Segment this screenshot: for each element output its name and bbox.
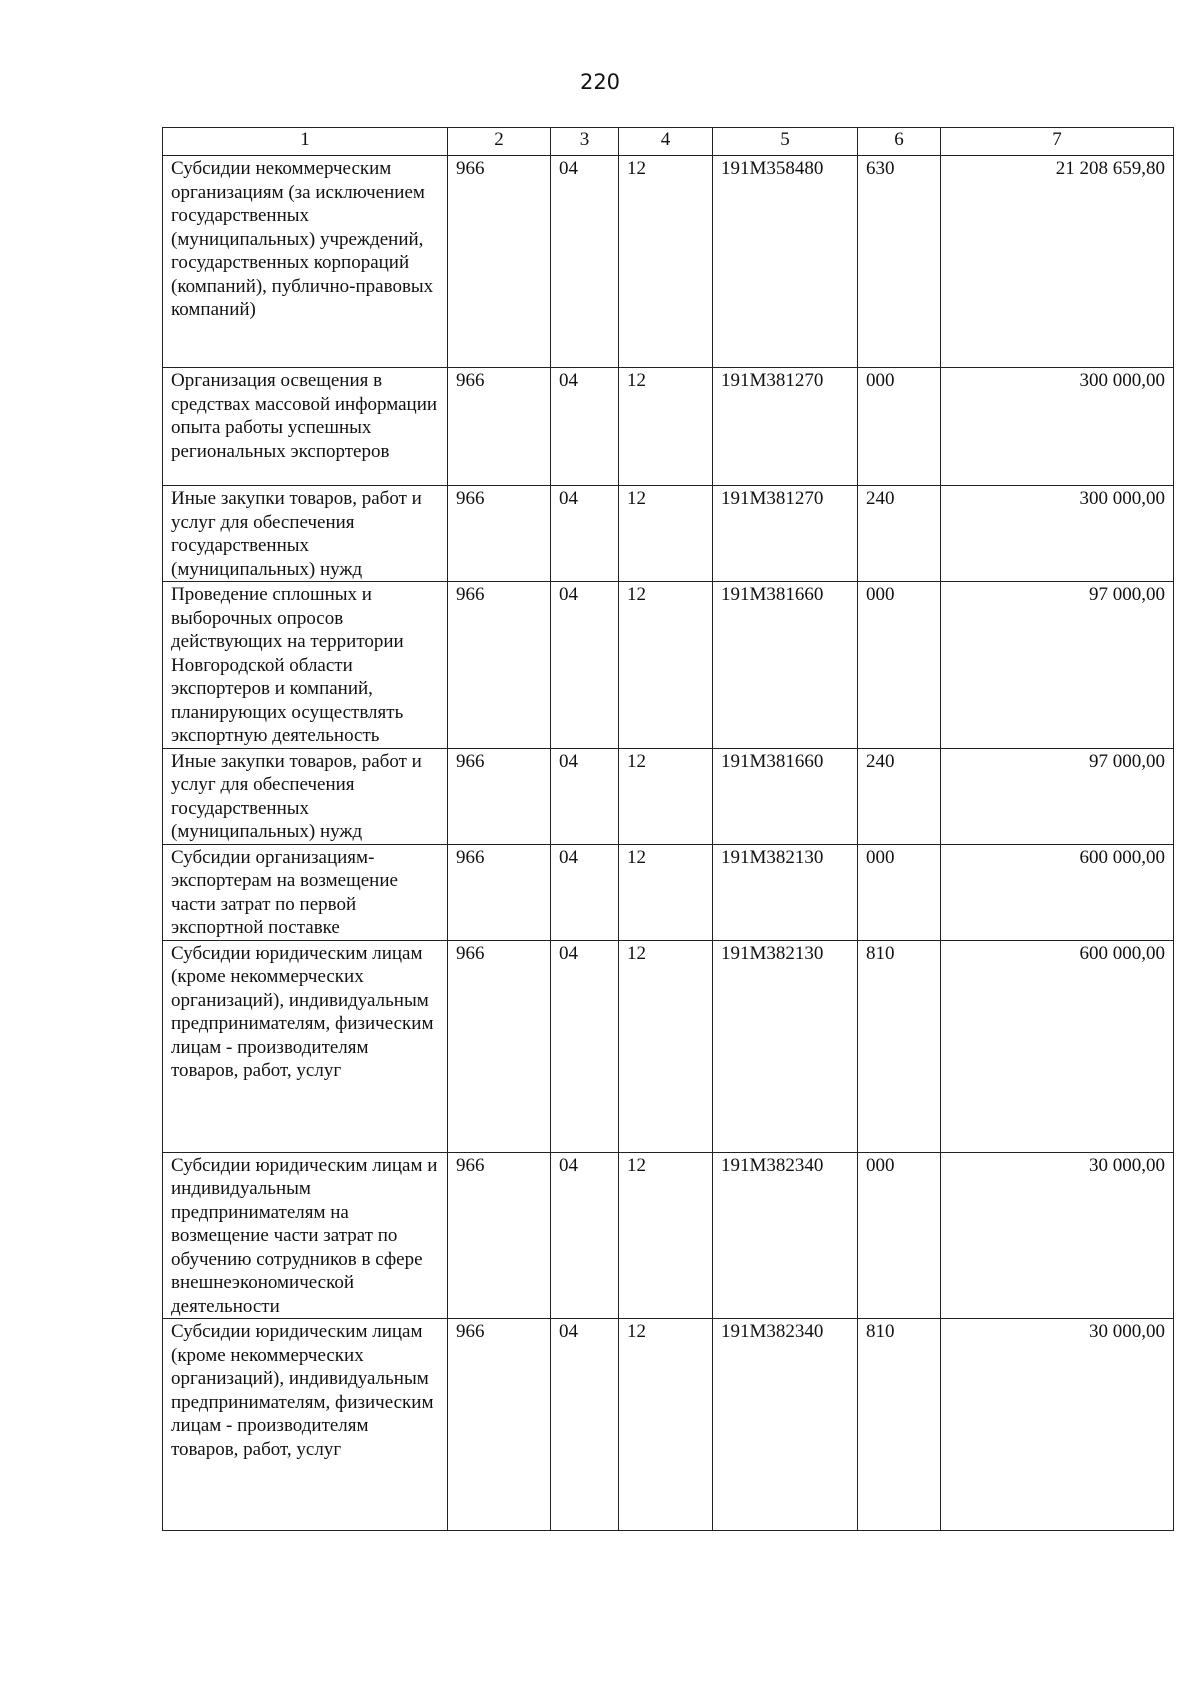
row-code-6: 000 xyxy=(858,1152,941,1319)
row-amount: 600 000,00 xyxy=(941,940,1174,1152)
row-name: Проведение сплошных и выборочных опросов действующих на территории Новгородской области экспортеров и компаний, планирующих осуществлять экспортную деятельность xyxy=(163,582,448,749)
row-code-4: 12 xyxy=(619,1319,713,1531)
row-code-2: 966 xyxy=(448,368,551,486)
row-amount: 30 000,00 xyxy=(941,1152,1174,1319)
row-code-4: 12 xyxy=(619,844,713,940)
row-code-6: 240 xyxy=(858,748,941,844)
row-name: Субсидии некоммерческим организациям (за исключением государственных (муниципальных) учреждений, государственных корпораций (компаний), публично-правовых компаний) xyxy=(163,156,448,368)
row-code-6: 000 xyxy=(858,368,941,486)
column-header-5: 5 xyxy=(713,128,858,156)
row-name: Субсидии юридическим лицам (кроме некоммерческих организаций), индивидуальным предпринимателям, физическим лицам - производителям товаров, работ, услуг xyxy=(163,940,448,1152)
table-row xyxy=(163,486,1174,582)
row-code-5: 191M381270 xyxy=(713,368,858,486)
row-code-6: 630 xyxy=(858,156,941,368)
row-code-5: 191M381270 xyxy=(713,486,858,582)
row-name: Субсидии юридическим лицам (кроме некоммерческих организаций), индивидуальным предпринимателям, физическим лицам - производителям товаров, работ, услуг xyxy=(163,1319,448,1531)
row-code-2: 966 xyxy=(448,156,551,368)
column-header-2: 2 xyxy=(448,128,551,156)
row-code-5: 191M382130 xyxy=(713,940,858,1152)
table-header-row xyxy=(163,128,1174,156)
row-code-2: 966 xyxy=(448,582,551,749)
row-name: Субсидии юридическим лицам и индивидуальным предпринимателям на возмещение части затрат по обучению сотрудников в сфере внешнеэкономической деятельности xyxy=(163,1152,448,1319)
row-name: Иные закупки товаров, работ и услуг для обеспечения государственных (муниципальных) нужд xyxy=(163,486,448,582)
table-row xyxy=(163,156,1174,368)
row-name: Субсидии организациям-экспортерам на возмещение части затрат по первой экспортной поставке xyxy=(163,844,448,940)
row-code-3: 04 xyxy=(551,1319,619,1531)
row-code-4: 12 xyxy=(619,1152,713,1319)
row-code-2: 966 xyxy=(448,1152,551,1319)
table-row xyxy=(163,748,1174,844)
row-code-3: 04 xyxy=(551,486,619,582)
row-code-4: 12 xyxy=(619,486,713,582)
page-number: 220 xyxy=(579,70,621,94)
row-code-5: 191M381660 xyxy=(713,582,858,749)
row-code-3: 04 xyxy=(551,368,619,486)
column-header-3: 3 xyxy=(551,128,619,156)
row-amount: 600 000,00 xyxy=(941,844,1174,940)
row-amount: 97 000,00 xyxy=(941,748,1174,844)
row-code-5: 191M382130 xyxy=(713,844,858,940)
row-code-2: 966 xyxy=(448,486,551,582)
table-row xyxy=(163,844,1174,940)
column-header-1: 1 xyxy=(163,128,448,156)
table-row xyxy=(163,1319,1174,1531)
row-code-4: 12 xyxy=(619,156,713,368)
row-code-6: 810 xyxy=(858,1319,941,1531)
row-code-5: 191M382340 xyxy=(713,1152,858,1319)
row-code-4: 12 xyxy=(619,748,713,844)
row-code-5: 191M381660 xyxy=(713,748,858,844)
table-row xyxy=(163,940,1174,1152)
table-row xyxy=(163,582,1174,749)
row-code-2: 966 xyxy=(448,844,551,940)
row-amount: 300 000,00 xyxy=(941,368,1174,486)
column-header-7: 7 xyxy=(941,128,1174,156)
row-code-4: 12 xyxy=(619,368,713,486)
row-amount: 97 000,00 xyxy=(941,582,1174,749)
row-code-3: 04 xyxy=(551,748,619,844)
row-name: Иные закупки товаров, работ и услуг для обеспечения государственных (муниципальных) нужд xyxy=(163,748,448,844)
column-header-6: 6 xyxy=(858,128,941,156)
row-code-3: 04 xyxy=(551,582,619,749)
table-row xyxy=(163,368,1174,486)
budget-table xyxy=(162,127,1174,1531)
row-code-3: 04 xyxy=(551,940,619,1152)
table-row xyxy=(163,1152,1174,1319)
row-code-3: 04 xyxy=(551,1152,619,1319)
row-code-4: 12 xyxy=(619,940,713,1152)
row-code-6: 240 xyxy=(858,486,941,582)
row-code-6: 000 xyxy=(858,844,941,940)
row-code-5: 191M382340 xyxy=(713,1319,858,1531)
row-code-6: 810 xyxy=(858,940,941,1152)
row-amount: 300 000,00 xyxy=(941,486,1174,582)
row-amount: 21 208 659,80 xyxy=(941,156,1174,368)
column-header-4: 4 xyxy=(619,128,713,156)
row-code-3: 04 xyxy=(551,156,619,368)
row-code-6: 000 xyxy=(858,582,941,749)
row-code-4: 12 xyxy=(619,582,713,749)
row-code-3: 04 xyxy=(551,844,619,940)
row-amount: 30 000,00 xyxy=(941,1319,1174,1531)
row-name: Организация освещения в средствах массовой информации опыта работы успешных региональных экспортеров xyxy=(163,368,448,486)
row-code-2: 966 xyxy=(448,748,551,844)
row-code-5: 191M358480 xyxy=(713,156,858,368)
row-code-2: 966 xyxy=(448,1319,551,1531)
row-code-2: 966 xyxy=(448,940,551,1152)
